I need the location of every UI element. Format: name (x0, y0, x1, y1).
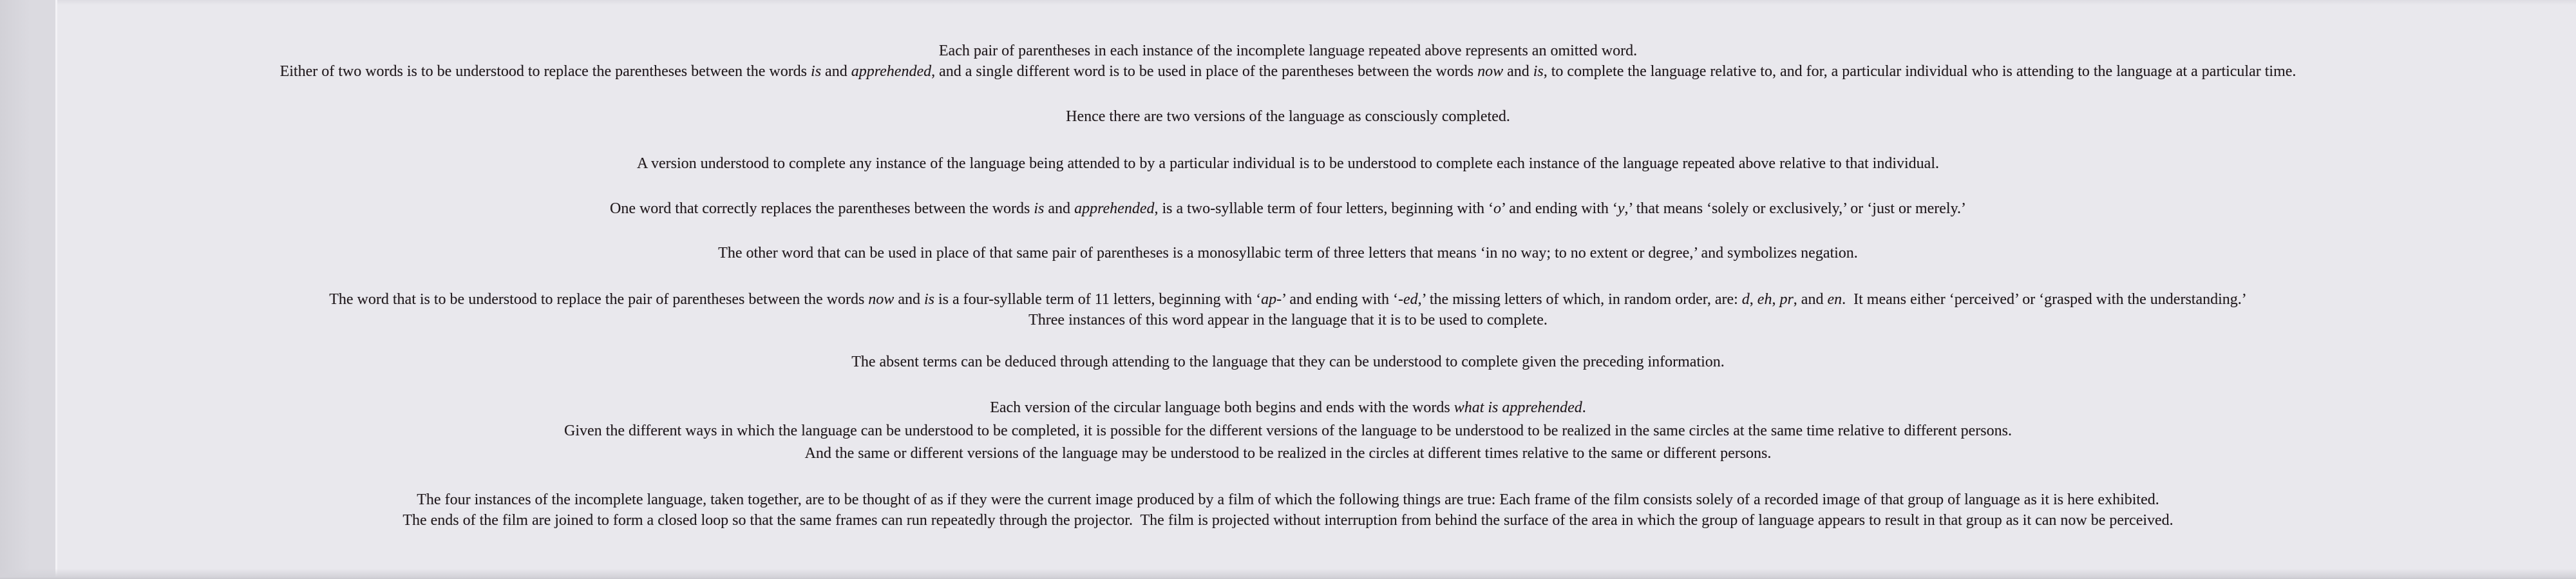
text-segment: The ends of the film are joined to form a closed loop so that the same frames can run repeatedly through the projector. The film is projected without interruption from behind the surface of the area in which the group of language appears to result in that group as it can now be perceived. (402, 512, 2174, 529)
italic-text-segment: y (1617, 200, 1625, 217)
italic-text-segment: o (1493, 200, 1502, 217)
text-segment: The other word that can be used in place of that same pair of parentheses is a monosyllabic term of three letters that means ‘in no way; to no extent or degree,’ and symbolizes negation. (718, 245, 1858, 261)
italic-text-segment: en (1827, 291, 1842, 308)
italic-text-segment: is (811, 63, 822, 80)
text-segment: The four instances of the incomplete language, taken together, are to be thought of as if they were the current image produced by a film of which the following things are true: Each frame of the film consists solely of a recorded image of that group of language as it is here exhibited. (417, 491, 2159, 508)
text-segment: and (1503, 63, 1533, 80)
italic-text-segment: pr (1779, 291, 1794, 308)
text-line-omitted-word (0, 41, 2576, 61)
text-segment: is a four-syllable term of 11 letters, beginning with ‘ (934, 291, 1262, 308)
text-line-either-of-two-words (0, 62, 2576, 81)
text-line-other-word-negation (0, 243, 2576, 263)
italic-text-segment: -ed (1398, 291, 1418, 308)
italic-text-segment: apprehended (1074, 200, 1155, 217)
text-segment: One word that correctly replaces the parentheses between the words (609, 200, 1034, 217)
italic-text-segment: is (923, 291, 934, 308)
scan-top-edge (0, 0, 2576, 5)
italic-text-segment: d (1741, 291, 1750, 308)
text-line-same-or-different (0, 444, 2576, 463)
text-segment: The word that is to be understood to replace the pair of parentheses between the words (329, 291, 869, 308)
text-segment: Three instances of this word appear in the language that it is to be used to complete. (1028, 312, 1548, 328)
text-segment: , and (1793, 291, 1828, 308)
text-segment: . (1582, 399, 1586, 416)
text-segment: Each version of the circular language both begins and ends with the words (990, 399, 1454, 416)
text-segment: , and a single different word is to be used in place of the parentheses between the words (931, 63, 1478, 80)
text-line-film-frames (0, 490, 2576, 509)
text-line-apprehended-clue (0, 290, 2576, 309)
italic-text-segment: is (1533, 63, 1544, 80)
text-segment: . It means either ‘perceived’ or ‘grasped with the understanding.’ (1842, 291, 2247, 308)
text-segment: ,’ the missing letters of which, in random order, are: (1417, 291, 1742, 308)
text-line-three-instances (0, 310, 2576, 330)
text-segment: , is a two-syllable term of four letters, beginning with ‘ (1154, 200, 1494, 217)
italic-text-segment: what is apprehended (1454, 399, 1582, 416)
italic-text-segment: now (1477, 63, 1504, 80)
text-segment: , (1749, 291, 1757, 308)
text-segment: Either of two words is to be understood to replace the parentheses between the words (279, 63, 811, 80)
text-segment: A version understood to complete any instance of the language being attended to by a particular individual is to be understood to complete each instance of the language repeated above relative to that individual. (636, 155, 1939, 172)
italic-text-segment: apprehended (851, 63, 932, 80)
italic-text-segment: is (1034, 200, 1045, 217)
text-line-a-version-understood (0, 154, 2576, 173)
text-segment: The absent terms can be deduced through attending to the language that they can be understood to complete given the preceding information. (851, 354, 1725, 370)
text-segment: , to complete the language relative to, and for, a particular individual who is attending to the language at a particular time. (1543, 63, 2297, 80)
scan-bottom-edge (0, 569, 2576, 579)
text-segment: , (1772, 291, 1780, 308)
text-line-different-ways (0, 421, 2576, 441)
text-line-two-versions (0, 107, 2576, 126)
text-line-one-word-only (0, 199, 2576, 218)
text-line-absent-terms (0, 352, 2576, 372)
italic-text-segment: eh (1757, 291, 1772, 308)
text-segment: Hence there are two versions of the language as consciously completed. (1066, 108, 1510, 125)
text-segment: Given the different ways in which the language can be understood to be completed, it is possible for the different versions of the language to be understood to be realized in the same circles at the same time relative to different persons. (564, 422, 2012, 439)
text-segment: and (894, 291, 924, 308)
text-segment: and (1044, 200, 1075, 217)
text-line-closed-loop (0, 511, 2576, 530)
text-line-begins-and-ends (0, 398, 2576, 417)
text-segment: and (821, 63, 851, 80)
italic-text-segment: now (868, 291, 895, 308)
text-segment: Each pair of parentheses in each instance of the incomplete language repeated above represents an omitted word. (938, 43, 1638, 59)
text-segment: ’ and ending with ‘ (1501, 200, 1618, 217)
text-segment: ’ and ending with ‘ (1282, 291, 1399, 308)
text-segment: And the same or different versions of the language may be understood to be realized in the circles at different times relative to the same or different persons. (804, 445, 1772, 462)
text-segment: ,’ that means ‘solely or exclusively,’ or ‘just or merely.’ (1624, 200, 1967, 217)
italic-text-segment: ap- (1261, 291, 1282, 308)
